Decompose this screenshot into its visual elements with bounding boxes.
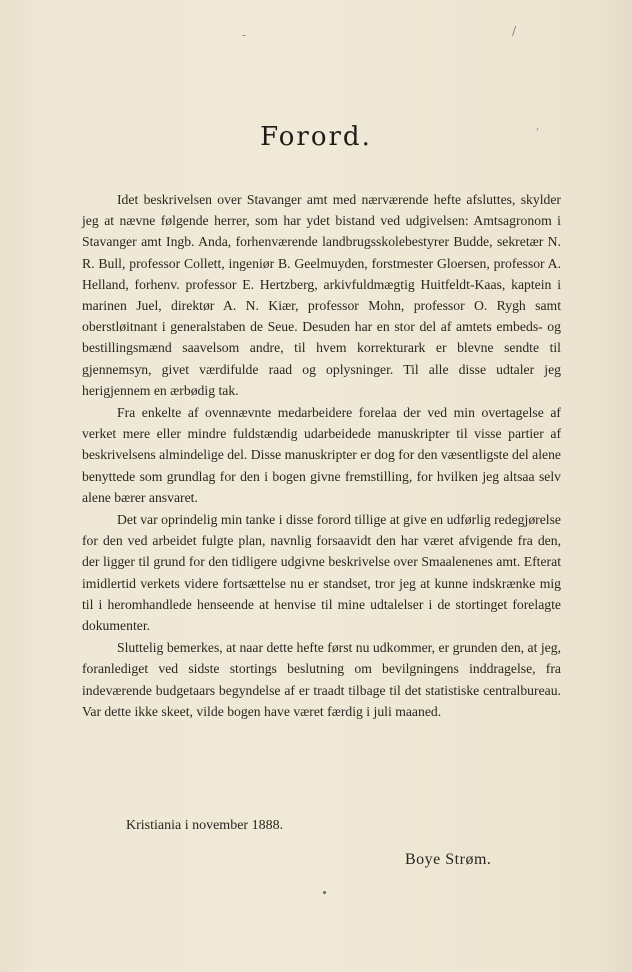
signature: Boye Strøm. (405, 851, 492, 868)
page-speck (323, 891, 326, 894)
paragraph: Fra enkelte af ovennævnte medarbeidere forelaa der ved min overtagelse af verket mere eller mindre fuldstændig udarbeidede manuskripter til visse partier af beskrivelsens almindelige del. Disse manuskripter er dog for den væsentligste del alene benyttede som grundlag for den i bogen givne fremstilling, for hvilken jeg altsaa selv alene bærer ansvaret. (82, 405, 561, 505)
margin-mark: , (536, 121, 540, 132)
margin-mark: / (512, 24, 517, 38)
margin-mark: - (242, 28, 247, 42)
paragraph: Sluttelig bemerkes, at naar dette hefte først nu udkommer, er grunden den, at jeg, foranlediget ved sidste stortings beslutning om bevilgningens inddragelse, fra indeværende budgetaars begyndelse af er traadt tilbage til det statistiske centralbureau. Var dette ikke skeet, vilde bogen have været færdig i juli maaned. (82, 640, 561, 719)
place-date: Kristiania i november 1888. (126, 818, 284, 833)
paragraph: Det var oprindelig min tanke i disse forord tillige at give en udførlig redegjørelse for den ved arbeidet fulgte plan, navnlig forsaavidt den har været afvigende fra den, der ligger til grund for den tidligere udgivne beskrivelse over Smaalenenes amt. Efterat imidlertid verkets videre fortsættelse nu er standset, tror jeg at kunne indskrænke mig til i heromhandlede henseende at henvise til mine udtalelser i de stortinget forelagte dokumenter. (82, 512, 561, 634)
paragraph: Idet beskrivelsen over Stavanger amt med nærværende hefte afsluttes, skylder jeg at nævne følgende herrer, som har ydet bistand ved udgivelsen: Amtsagronom i Stavanger amt Ingb. Anda, forhenværende landbrugsskolebestyrer Budde, sekretær N. R. Bull, professor Collett, ingeniør B. Geelmuyden, forstmester Gloersen, professor A. Helland, forhenv. professor E. Hertzberg, arkivfuldmægtig Huitfeldt-Kaas, kaptein i marinen Juel, direktør A. N. Kiær, professor Mohn, professor O. Rygh samt oberstløitnant i generalstaben de Seue. Desuden har en stor del af amtets embeds- og bestillingsmænd saavelsom andre, til hvem korrekturark er blevne sendte til gjennemsyn, givet værdifulde raad og oplysninger. Til alle disse udtaler jeg herigjennem en ærbødig tak. (82, 192, 561, 398)
page-title: Forord. (260, 122, 372, 152)
preface-body (82, 189, 561, 722)
